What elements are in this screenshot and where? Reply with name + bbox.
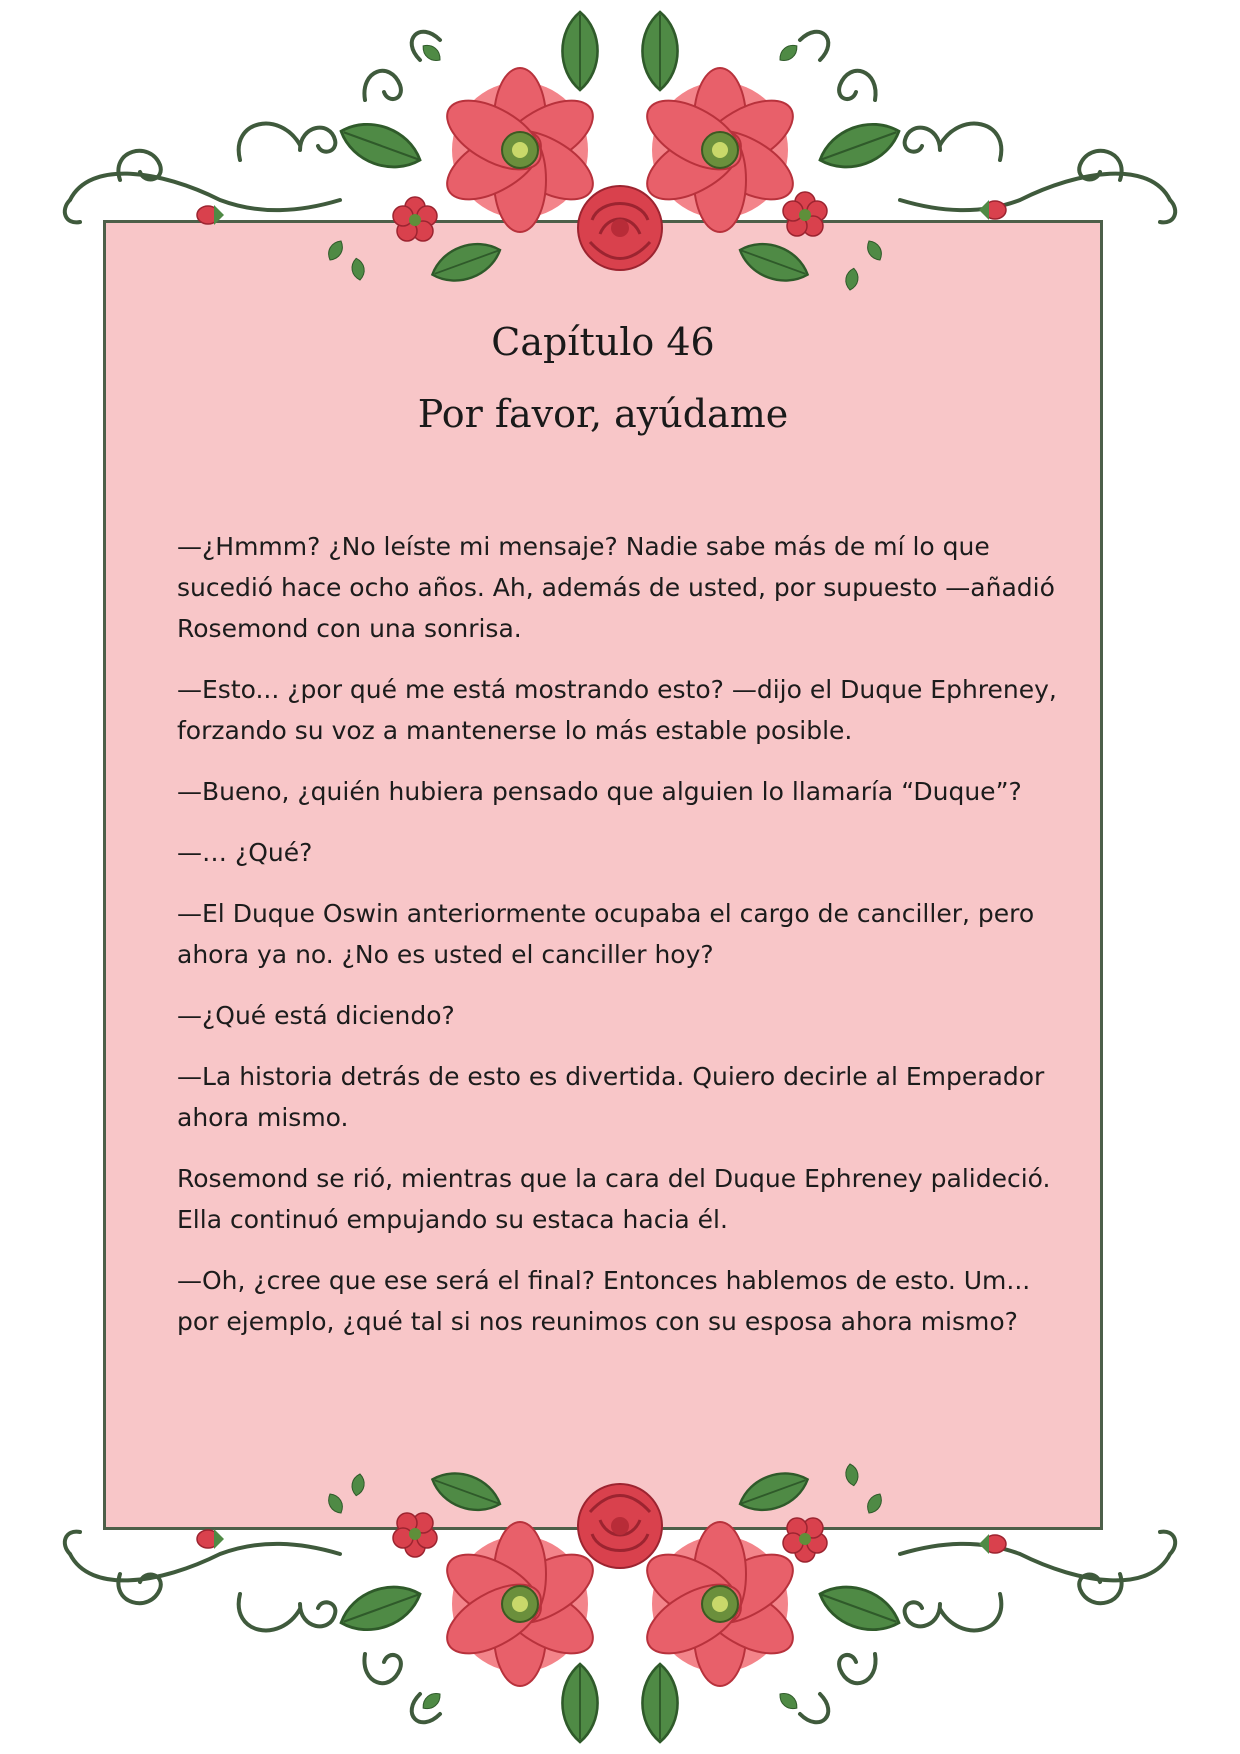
paragraph: —Oh, ¿cree que ese será el final? Entonces hablemos de esto. Um... por ejemplo, ¿qué tal si nos reunimos con su esposa ahora mismo? (177, 1266, 1031, 1336)
paragraph: —Esto... ¿por qué me está mostrando esto? —dijo el Duque Ephreney, forzando su voz a mantenerse lo más estable posible. (177, 675, 1057, 745)
chapter-text (177, 526, 1072, 1362)
paragraph: Rosemond se rió, mientras que la cara del Duque Ephreney palideció. Ella continuó empujando su estaca hacia él. (177, 1164, 1051, 1234)
chapter-number: Capítulo 46 (491, 320, 715, 364)
paragraph: —… ¿Qué? (177, 838, 313, 867)
chapter-title: Por favor, ayúdame (417, 392, 789, 436)
chapter-heading (103, 318, 1103, 438)
paragraph: —El Duque Oswin anteriormente ocupaba el cargo de canciller, pero ahora ya no. ¿No es usted el canciller hoy? (177, 899, 1035, 969)
paragraph: —¿Hmmm? ¿No leíste mi mensaje? Nadie sabe más de mí lo que sucedió hace ocho años. Ah, además de usted, por supuesto —añadió Rosemond con una sonrisa. (177, 532, 1055, 643)
paragraph: —La historia detrás de esto es divertida. Quiero decirle al Emperador ahora mismo. (177, 1062, 1045, 1132)
paragraph: —¿Qué está diciendo? (177, 1001, 455, 1030)
paragraph: —Bueno, ¿quién hubiera pensado que alguien lo llamaría “Duque”? (177, 777, 1022, 806)
